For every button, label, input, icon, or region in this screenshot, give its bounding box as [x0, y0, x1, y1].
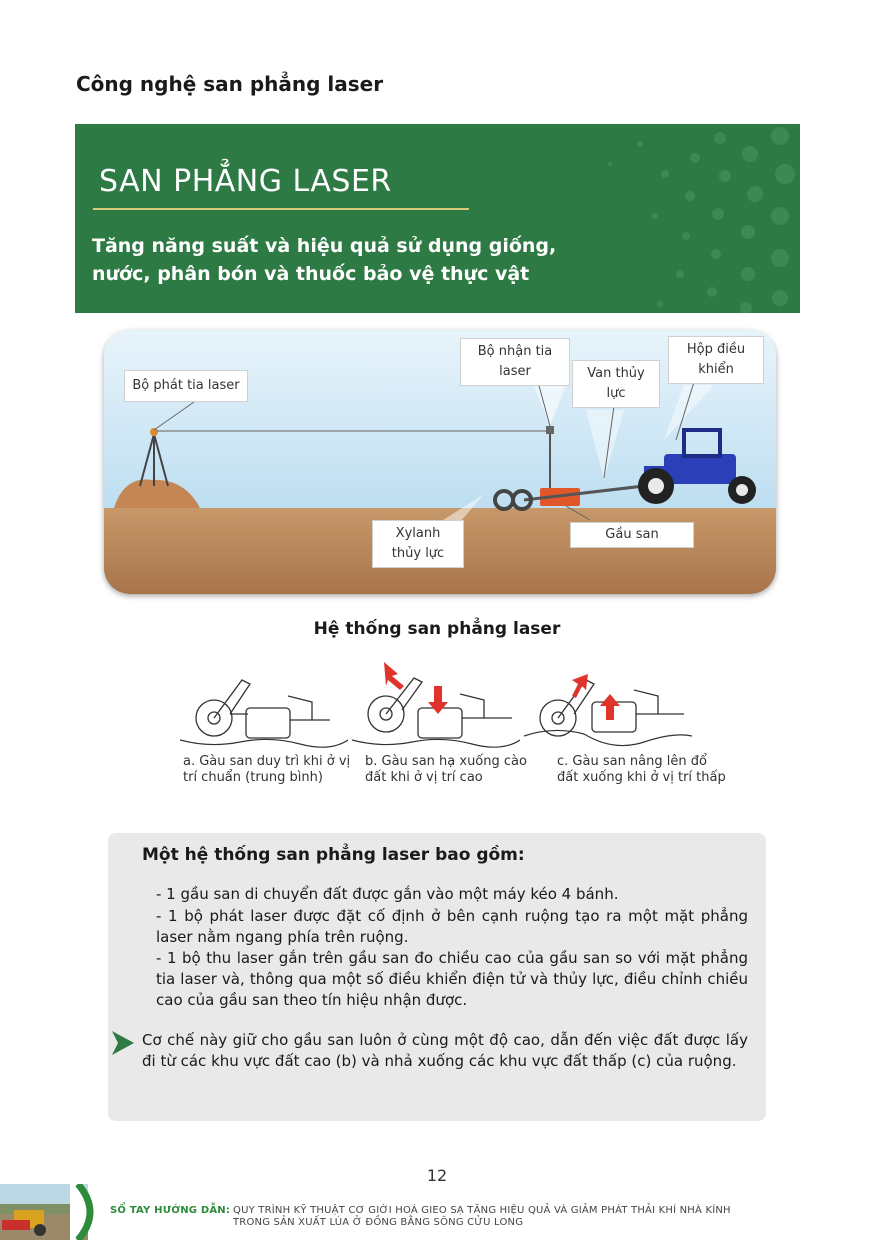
- callout-valve-line: lực: [606, 386, 626, 401]
- callout-cylinder: [372, 520, 464, 568]
- info-list-item: - 1 bộ phát laser được đặt cố định ở bên cạnh ruộng tạo ra một mặt phẳng laser nằm ngang phía trên ruộng.: [156, 907, 748, 946]
- bucket-position-b-sketch: [352, 656, 520, 752]
- bucket-position-c-sketch: [524, 656, 692, 752]
- callout-cylinder-line: thủy lực: [391, 546, 445, 561]
- banner-subtitle-line: nước, phân bón và thuốc bảo vệ thực vật: [92, 263, 530, 285]
- callout-valve: [572, 360, 660, 408]
- callout-control-box: [668, 336, 764, 384]
- callout-cylinder-line: Xylanh: [395, 526, 441, 541]
- footer-label: SỔ TAY HƯỚNG DẪN:: [110, 1205, 231, 1216]
- info-list-item: - 1 bộ thu laser gắn trên gầu san đo chiều cao của gầu san so với mặt phẳng tia laser và, thông qua một số điều khiển điện tử và thủy lực, điều chỉnh chiều cao của gầu san theo tín hiệu nhận được.: [156, 949, 748, 1009]
- callout-transmitter: [124, 370, 248, 402]
- callout-transmitter-text: Bộ phát tia laser: [132, 378, 240, 393]
- bucket-position-a-sketch: [180, 656, 348, 752]
- position-c-caption: c. Gàu san nâng lên đổ đất xuống khi ở vị trí thấp: [557, 754, 726, 785]
- banner-subtitle-line: Tăng năng suất và hiệu quả sử dụng giống,: [92, 235, 557, 257]
- arrow-down-icon: [428, 686, 448, 714]
- section-title: Công nghệ san phẳng laser: [76, 72, 384, 96]
- info-note: Cơ chế này giữ cho gầu san luôn ở cùng một độ cao, dẫn đến việc đất được lấy đi từ các khu vực đất cao (b) và nhả xuống các khu vực đất thấp (c) của ruộng.: [142, 1031, 748, 1070]
- page-number: 12: [426, 1166, 448, 1185]
- callout-valve-line: Van thủy: [587, 366, 645, 381]
- diagram-caption: Hệ thống san phẳng laser: [313, 619, 561, 639]
- callout-control-line: khiển: [698, 362, 734, 377]
- position-a-caption: a. Gàu san duy trì khi ở vị trí chuẩn (trung bình): [183, 754, 351, 785]
- position-b-caption: b. Gàu san hạ xuống cào đất khi ở vị trí cao: [365, 754, 527, 785]
- callout-control-line: Hộp điều: [686, 342, 746, 357]
- callout-receiver-line: laser: [499, 364, 531, 379]
- chevron-right-icon: [112, 1031, 134, 1055]
- banner-heading: SAN PHẲNG LASER: [99, 164, 392, 199]
- callout-bucket: [570, 522, 694, 548]
- footer-title-line: TRONG SẢN XUẤT LÚA Ở ĐỒNG BẰNG SÔNG CỬU LONG: [233, 1217, 524, 1228]
- callout-receiver: [460, 338, 570, 386]
- banner-divider: [93, 208, 469, 210]
- callout-bucket-text: Gầu san: [605, 527, 659, 542]
- info-heading: Một hệ thống san phẳng laser bao gồm:: [142, 845, 525, 865]
- title-banner: [75, 124, 800, 313]
- footer-title: [233, 1205, 731, 1229]
- footer-arc-decoration: [70, 1184, 106, 1240]
- arrow-up-icon: [600, 694, 620, 720]
- info-list-item: - 1 gầu san di chuyển đất được gắn vào một máy kéo 4 bánh.: [156, 885, 619, 903]
- arrow-down-left-icon: [384, 662, 404, 690]
- banner-subtitle: [92, 232, 712, 288]
- arrow-up-right-icon: [572, 674, 588, 698]
- callout-receiver-line: Bộ nhận tia: [477, 344, 553, 359]
- footer-title-line: QUY TRÌNH KỸ THUẬT CƠ GIỚI HOÁ GIEO SẠ TĂNG HIỆU QUẢ VÀ GIẢM PHÁT THẢI KHÍ NHÀ KÍNH: [233, 1205, 731, 1216]
- laser-system-diagram: [104, 330, 776, 594]
